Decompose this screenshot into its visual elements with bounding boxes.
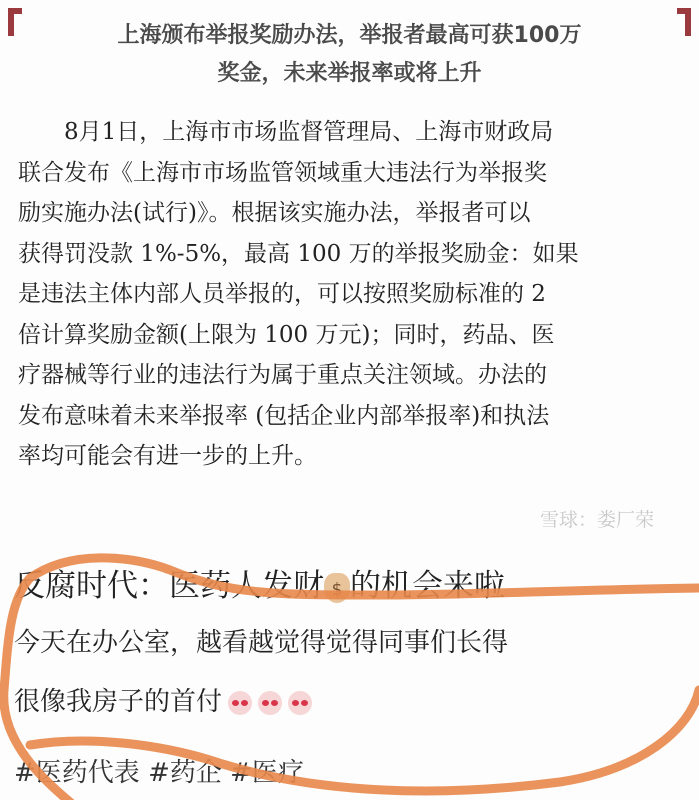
post-heading-part2: 的机会来啦	[350, 568, 505, 604]
body-line: 是违法主体内部人员举报的，可以按照奖励标准的 2	[18, 281, 546, 307]
body-line: 率均可能会有进一步的上升。	[18, 443, 317, 469]
body-line: 励实施办法(试行)》。根据该实施办法，举报者可以	[18, 200, 531, 226]
money-bag-icon: $	[324, 573, 350, 603]
body-line: 8月1日，上海市市场监督管理局、上海市财政局	[64, 119, 554, 145]
watermark: 雪球：娄厂荣	[540, 509, 655, 531]
article-title-line-2: 奖金，未来举报率或将上升	[217, 61, 482, 86]
body-line: 发布意味着未来举报率 (包括企业内部举报率)和执法	[18, 402, 550, 429]
article-title-line-1: 上海颁布举报奖励办法，举报者最高可获100万	[117, 23, 582, 48]
post-heading-part1: 反腐时代：医药人发财	[14, 568, 324, 604]
body-line: 疗器械等行业的违法行为属于重点关注领域。办法的	[18, 362, 547, 388]
post-line-1: 今天在办公室，越看越觉得觉得同事们长得	[14, 628, 509, 658]
post-line-2-text: 很像我房子的首付	[14, 687, 223, 717]
hashtag[interactable]: #医药代表	[14, 758, 140, 788]
body-line: 获得罚没款 1%-5%，最高 100 万的举报奖励金：如果	[18, 240, 579, 267]
body-line: 倍计算奖励金额(上限为 100 万元)；同时，药品、医	[18, 321, 555, 348]
body-line: 联合发布《上海市市场监管领域重大违法行为举报奖	[18, 159, 547, 186]
hashtag[interactable]: #药企	[148, 758, 222, 788]
hashtag[interactable]: #医疗	[230, 758, 304, 788]
